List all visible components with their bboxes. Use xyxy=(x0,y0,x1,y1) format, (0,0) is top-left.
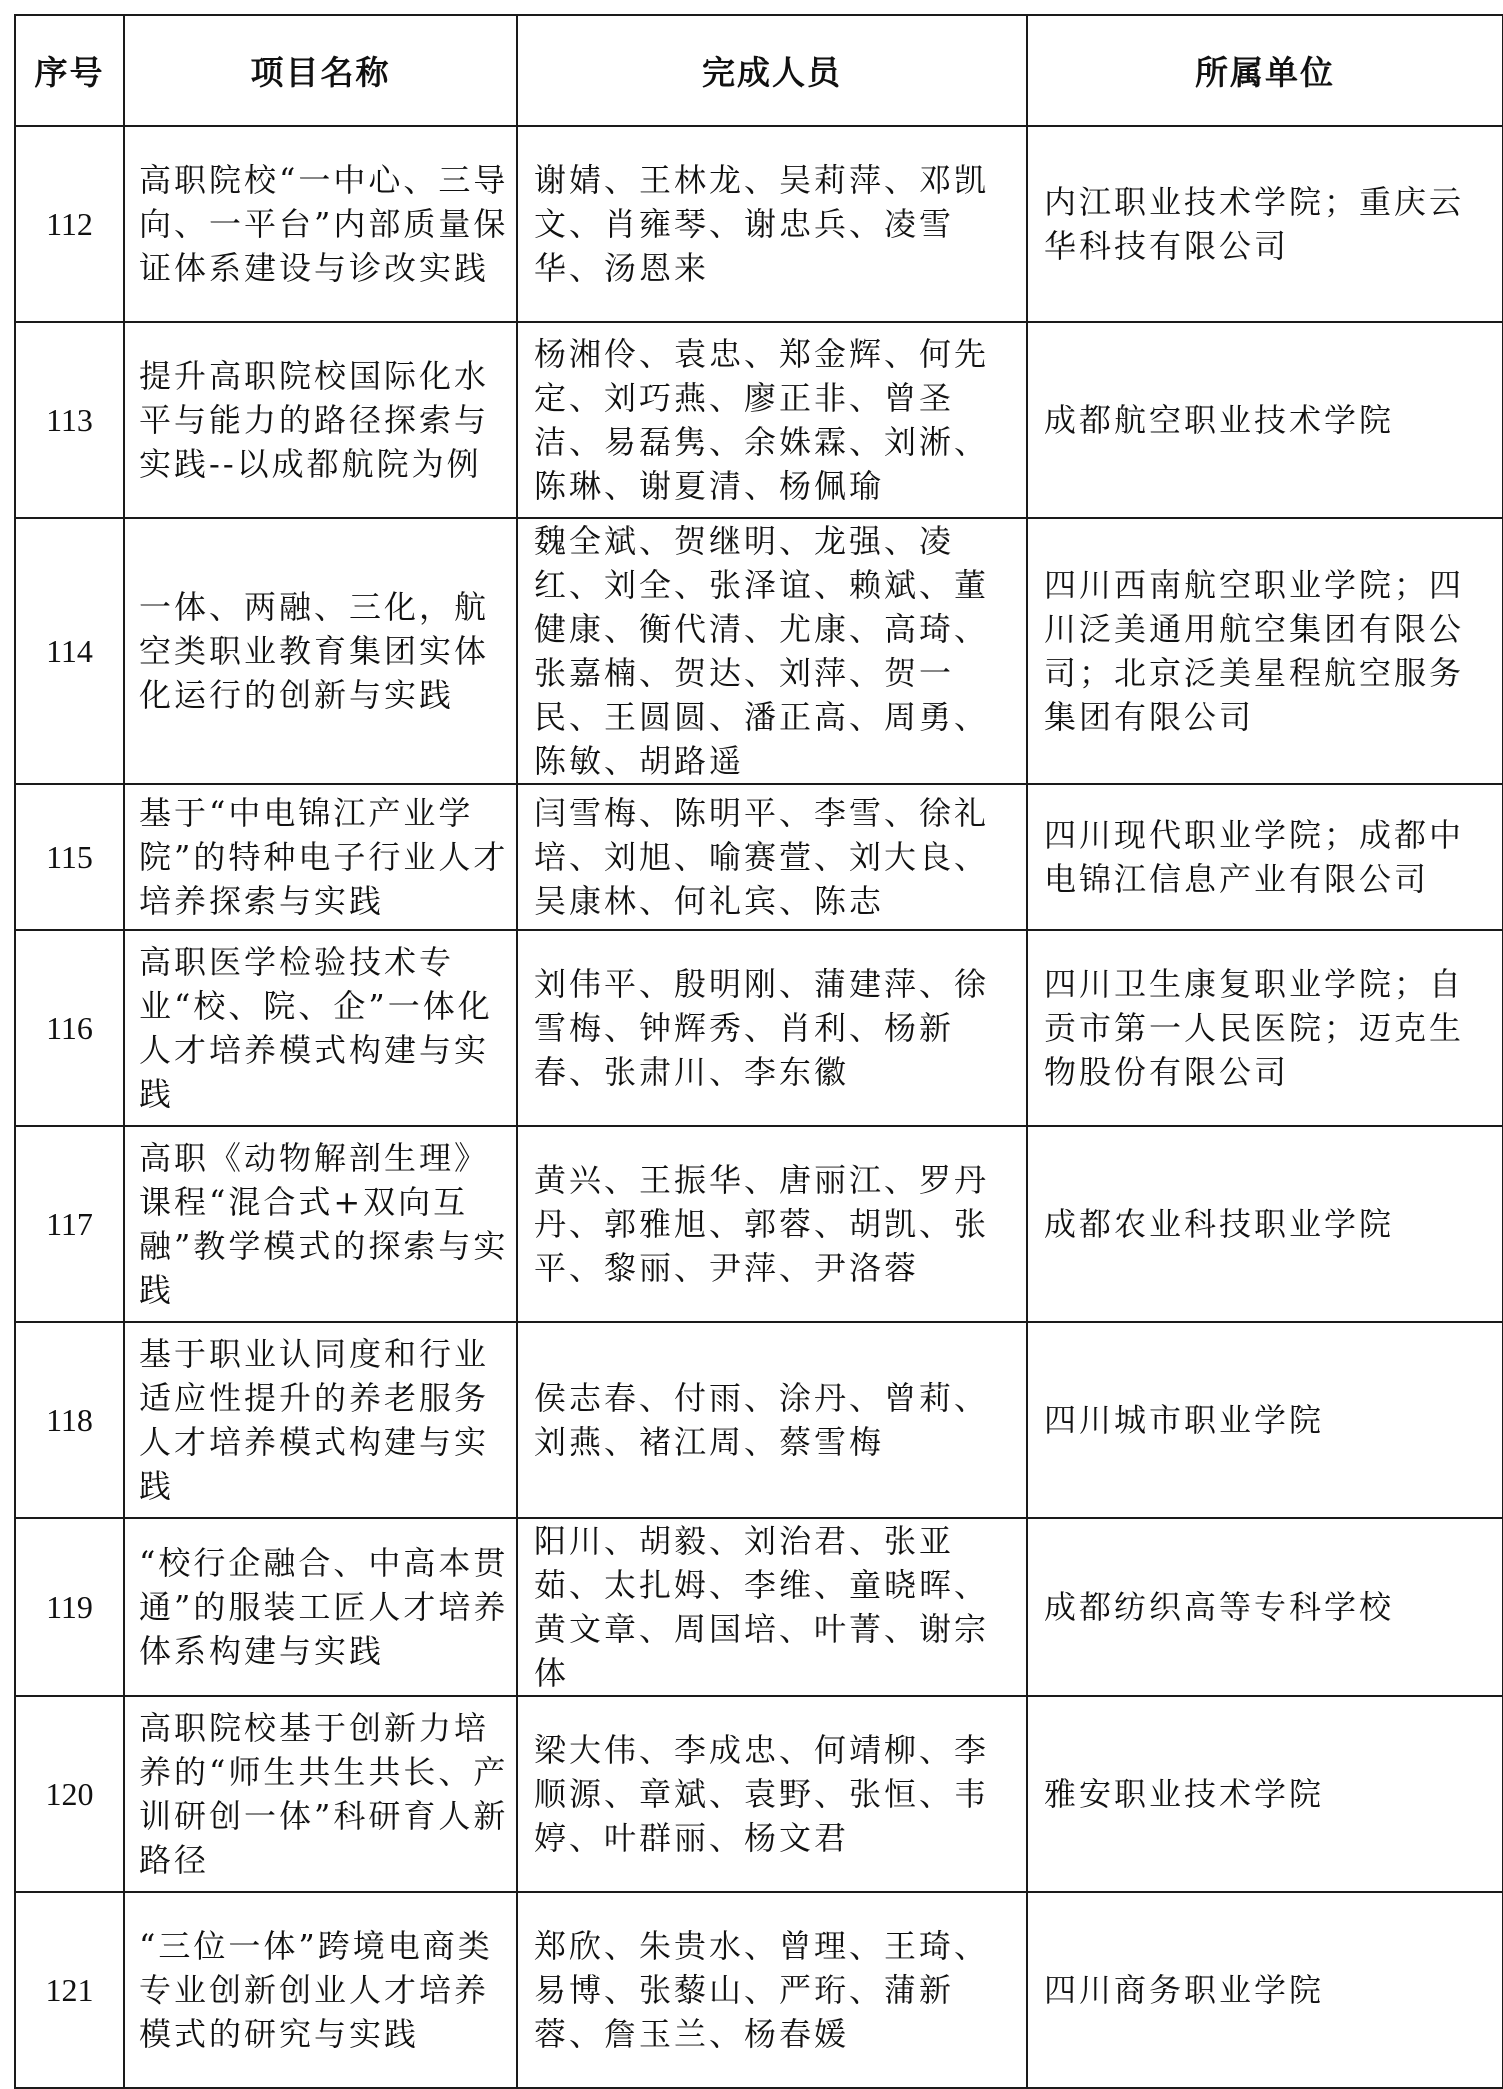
header-no: 序号 xyxy=(15,15,124,126)
team-members: 闫雪梅、陈明平、李雪、徐礼培、刘旭、喻赛萱、刘大良、吴康林、何礼宾、陈志 xyxy=(517,784,1027,930)
header-people: 完成人员 xyxy=(517,15,1027,126)
document-page xyxy=(14,14,1502,2089)
team-members: 侯志春、付雨、涂丹、曾莉、刘燕、褚江周、蔡雪梅 xyxy=(517,1322,1027,1518)
affiliated-unit: 雅安职业技术学院 xyxy=(1027,1696,1503,1892)
table-row xyxy=(15,1892,1503,2088)
project-name: “三位一体”跨境电商类专业创新创业人才培养模式的研究与实践 xyxy=(124,1892,517,2088)
row-number: 119 xyxy=(15,1518,124,1696)
table-row xyxy=(15,1322,1503,1518)
table-row xyxy=(15,784,1503,930)
project-name: 高职院校“一中心、三导向、一平台”内部质量保证体系建设与诊改实践 xyxy=(124,126,517,322)
header-row xyxy=(15,15,1503,126)
row-number: 113 xyxy=(15,322,124,518)
row-number: 114 xyxy=(15,518,124,784)
team-members: 刘伟平、殷明刚、蒲建萍、徐雪梅、钟辉秀、肖利、杨新春、张肃川、李东徽 xyxy=(517,930,1027,1126)
row-number: 116 xyxy=(15,930,124,1126)
table-row xyxy=(15,930,1503,1126)
row-number: 120 xyxy=(15,1696,124,1892)
header-name: 项目名称 xyxy=(124,15,517,126)
team-members: 黄兴、王振华、唐丽江、罗丹丹、郭雅旭、郭蓉、胡凯、张平、黎丽、尹萍、尹洛蓉 xyxy=(517,1126,1027,1322)
team-members: 谢婧、王林龙、吴莉萍、邓凯文、肖雍琴、谢忠兵、凌雪华、汤恩来 xyxy=(517,126,1027,322)
table-row xyxy=(15,126,1503,322)
affiliated-unit: 成都纺织高等专科学校 xyxy=(1027,1518,1503,1696)
affiliated-unit: 四川商务职业学院 xyxy=(1027,1892,1503,2088)
project-name: 高职院校基于创新力培养的“师生共生共长、产训研创一体”科研育人新路径 xyxy=(124,1696,517,1892)
project-name: 基于职业认同度和行业适应性提升的养老服务人才培养模式构建与实践 xyxy=(124,1322,517,1518)
project-name: 基于“中电锦江产业学院”的特种电子行业人才培养探索与实践 xyxy=(124,784,517,930)
row-number: 115 xyxy=(15,784,124,930)
affiliated-unit: 成都农业科技职业学院 xyxy=(1027,1126,1503,1322)
project-name: 提升高职院校国际化水平与能力的路径探索与实践--以成都航院为例 xyxy=(124,322,517,518)
achievement-table xyxy=(14,14,1503,2089)
team-members: 郑欣、朱贵水、曾理、王琦、易博、张藜山、严珩、蒲新蓉、詹玉兰、杨春媛 xyxy=(517,1892,1027,2088)
table-row xyxy=(15,518,1503,784)
team-members: 魏全斌、贺继明、龙强、凌红、刘全、张泽谊、赖斌、董健康、衡代清、尤康、高琦、张嘉楠、贺达、刘萍、贺一民、王圆圆、潘正高、周勇、陈敏、胡路遥 xyxy=(517,518,1027,784)
row-number: 118 xyxy=(15,1322,124,1518)
project-name: 高职《动物解剖生理》课程“混合式+双向互融”教学模式的探索与实践 xyxy=(124,1126,517,1322)
table-row xyxy=(15,1518,1503,1696)
affiliated-unit: 四川西南航空职业学院；四川泛美通用航空集团有限公司；北京泛美星程航空服务集团有限公司 xyxy=(1027,518,1503,784)
table-row xyxy=(15,1126,1503,1322)
affiliated-unit: 四川现代职业学院；成都中电锦江信息产业有限公司 xyxy=(1027,784,1503,930)
row-number: 117 xyxy=(15,1126,124,1322)
table-row xyxy=(15,1696,1503,1892)
row-number: 112 xyxy=(15,126,124,322)
team-members: 阳川、胡毅、刘治君、张亚茹、太扎姆、李维、童晓晖、黄文章、周国培、叶菁、谢宗体 xyxy=(517,1518,1027,1696)
team-members: 梁大伟、李成忠、何靖柳、李顺源、章斌、袁野、张恒、韦婷、叶群丽、杨文君 xyxy=(517,1696,1027,1892)
project-name: “校行企融合、中高本贯通”的服装工匠人才培养体系构建与实践 xyxy=(124,1518,517,1696)
affiliated-unit: 四川城市职业学院 xyxy=(1027,1322,1503,1518)
team-members: 杨湘伶、袁忠、郑金辉、何先定、刘巧燕、廖正非、曾圣洁、易磊隽、余姝霖、刘淅、陈琳、谢夏清、杨佩瑜 xyxy=(517,322,1027,518)
affiliated-unit: 成都航空职业技术学院 xyxy=(1027,322,1503,518)
project-name: 一体、两融、三化，航空类职业教育集团实体化运行的创新与实践 xyxy=(124,518,517,784)
affiliated-unit: 四川卫生康复职业学院；自贡市第一人民医院；迈克生物股份有限公司 xyxy=(1027,930,1503,1126)
row-number: 121 xyxy=(15,1892,124,2088)
header-unit: 所属单位 xyxy=(1027,15,1503,126)
affiliated-unit: 内江职业技术学院；重庆云华科技有限公司 xyxy=(1027,126,1503,322)
table-row xyxy=(15,322,1503,518)
project-name: 高职医学检验技术专业“校、院、企”一体化人才培养模式构建与实践 xyxy=(124,930,517,1126)
